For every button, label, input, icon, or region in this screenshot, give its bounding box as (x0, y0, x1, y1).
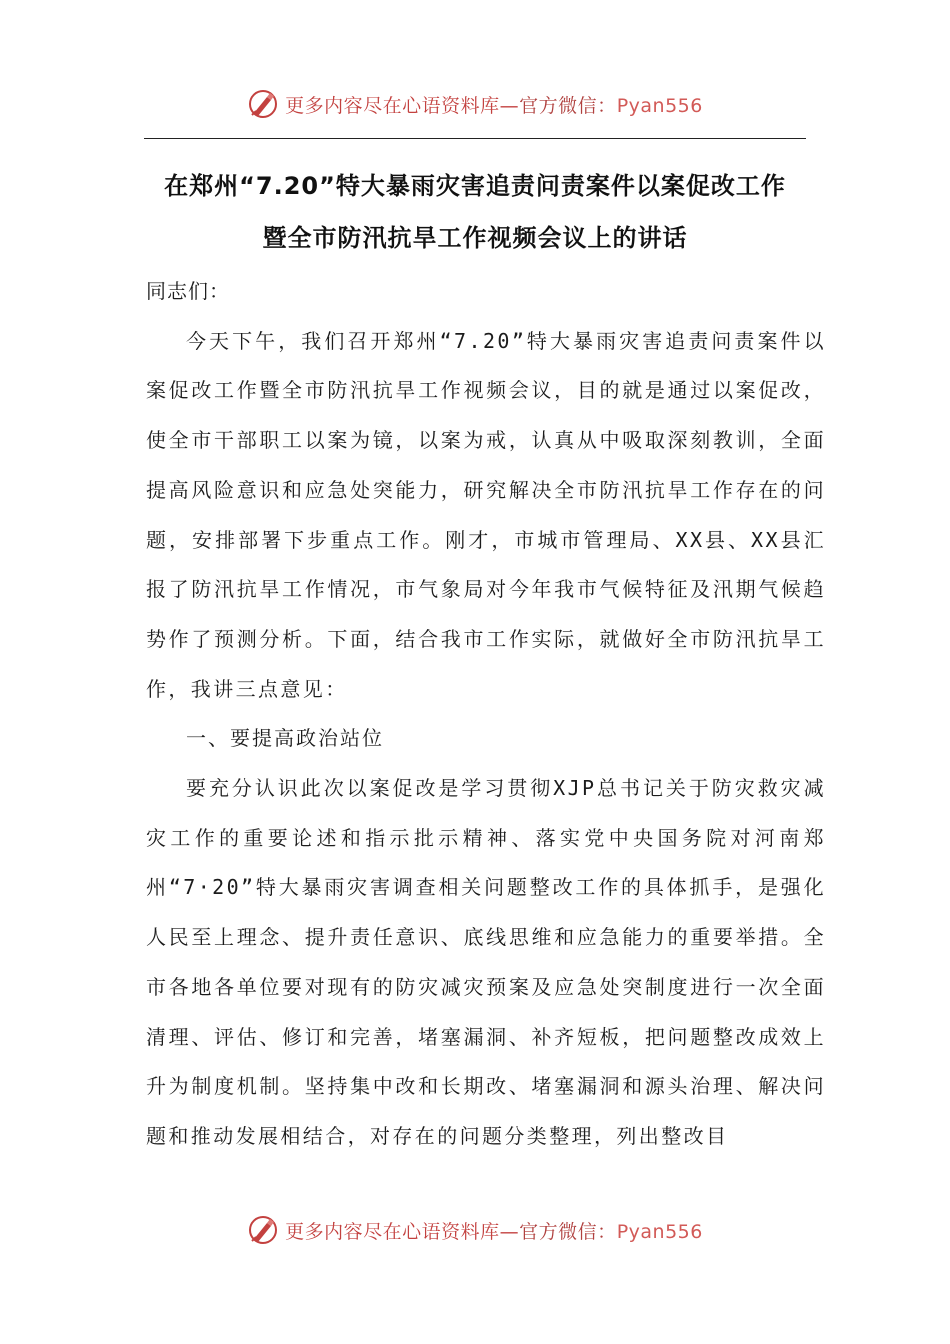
pen-logo-icon (247, 1214, 279, 1246)
banner-dash: — (499, 1220, 520, 1243)
pen-logo-icon (247, 88, 279, 120)
header-divider (144, 138, 806, 139)
footer-banner (0, 1210, 950, 1250)
paragraph-opening: 今天下午，我们召开郑州“7.20”特大暴雨灾害追责问责案件以案促改工作暨全市防汛抗旱工作视频会议，目的就是通过以案促改，使全市干部职工以案为镜，以案为戒，认真从中吸取深刻教训，全面提高风险意识和应急处突能力，研究解决全市防汛抗旱工作存在的问题，安排部署下步重点工作。刚才，市城市管理局、XX县、XX县汇报了防汛抗旱工作情况，市气象局对今年我市气候特征及汛期气候趋势作了预测分析。下面，结合我市工作实际，就做好全市防汛抗旱工作，我讲三点意见： (146, 328, 826, 701)
banner-lead: 更多内容尽在心语资料库 (285, 1220, 500, 1243)
paragraph-section-1: 要充分认识此次以案促改是学习贯彻XJP总书记关于防灾救灾减灾工作的重要论述和指示批示精神、落实党中央国务院对河南郑州“7·20”特大暴雨灾害调查相关问题整改工作的具体抓手，是强化人民至上理念、提升责任意识、底线思维和应急能力的重要举措。全市各地各单位要对现有的防灾减灾预案及应急处突制度进行一次全面清理、评估、修订和完善，堵塞漏洞、补齐短板，把问题整改成效上升为制度机制。坚持集中改和长期改、堵塞漏洞和源头治理、解决问题和推动发展相结合，对存在的问题分类整理，列出整改目 (146, 776, 826, 1148)
banner-wechat-handle: Pyan556 (616, 94, 703, 117)
banner-text (285, 91, 703, 118)
header-banner (0, 84, 950, 124)
banner-wechat-handle: Pyan556 (616, 1220, 703, 1243)
salutation: 同志们： (146, 279, 230, 303)
banner-text (285, 1217, 703, 1244)
banner-dash: — (499, 94, 520, 117)
document-body (146, 267, 826, 1162)
banner-wechat-label: 官方微信： (519, 1220, 617, 1243)
document-title-line-2: 暨全市防汛抗旱工作视频会议上的讲话 (262, 224, 688, 252)
banner-wechat-label: 官方微信： (519, 94, 617, 117)
document-title-line-1: 在郑州“7.20”特大暴雨灾害追责问责案件以案促改工作 (164, 172, 786, 200)
banner-lead: 更多内容尽在心语资料库 (285, 94, 500, 117)
section-heading-1: 一、要提高政治站位 (186, 726, 384, 751)
